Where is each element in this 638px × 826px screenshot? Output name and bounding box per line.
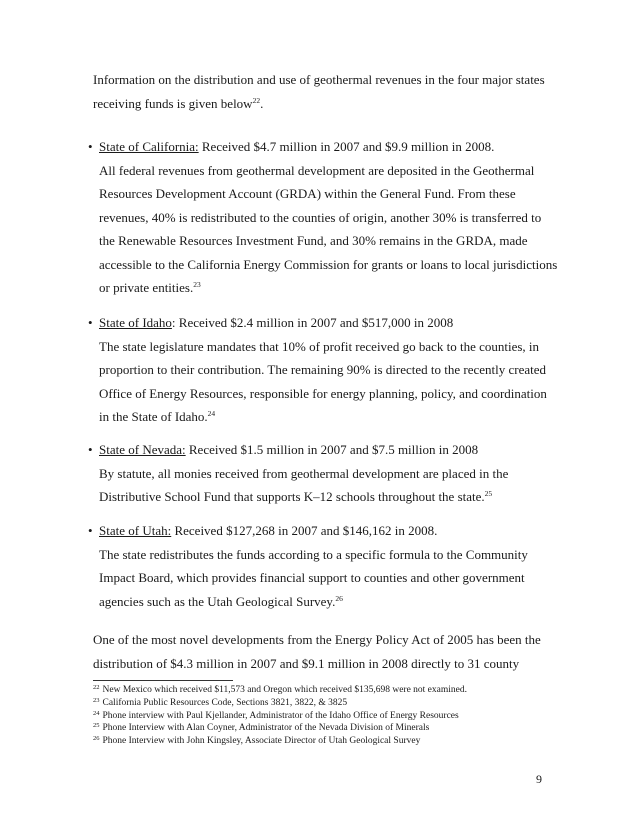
intro-period: . [260,95,264,111]
footnote-number: 22 [93,684,100,691]
footnote-text: New Mexico which received $11,573 and Oregon which received $135,698 were not examined. [102,685,467,695]
footnote-number: 26 [93,735,100,743]
bullet-dot: • [88,315,93,330]
footnote-text: Phone Interview with John Kingsley, Associate Director of Utah Geological Survey [102,736,421,747]
bullet-dot: • [88,523,93,538]
footnote [93,722,573,735]
bullet-california [88,135,559,300]
closing-paragraph: One of the most novel developments from the Energy Policy Act of 2005 has been the distribution of $4.3 million in 2007 and $9.1 million in 2008 directly to 31 county [93,632,541,671]
footnote-number: 23 [93,696,100,704]
bullet-body: All federal revenues from geothermal development are deposited in the Geothermal Resources Development Account (GRDA) within the General Fund. From these revenues, 40% is redistributed to the counties of origin, another 30% is transferred to the Renewable Resources Investment Fund, and 30% remains in the GRDA, made accessible to the California Energy Commission for grants or loans to local jurisdictions or private entities. [99,162,558,295]
footnote-number: 25 [93,722,100,730]
footnote [93,710,573,723]
footnote-number: 24 [93,709,100,717]
bullet-headline [88,438,559,462]
intro-text: Information on the distribution and use of geothermal revenues in the four major states receiving funds is given below [93,72,545,111]
state-name-idaho: State of Idaho [99,315,172,330]
footnote [93,735,573,748]
footnote-ref-25: 25 [484,489,493,498]
footnote-separator [93,680,233,681]
state-name-california: State of California: [99,139,199,154]
bullet-headline [88,135,559,159]
state-name-nevada: State of Nevada: [99,442,186,457]
footnote-ref-23: 23 [193,280,201,289]
bullet-headline [88,519,559,543]
footnote-ref-24: 24 [207,409,216,418]
revenue-summary: Received $4.7 million in 2007 and $9.9 million in 2008. [198,139,495,154]
bullet-idaho [88,311,559,429]
intro-paragraph [93,68,563,115]
footnote-ref-26: 26 [335,593,343,603]
revenue-summary: : Received $2.4 million in 2007 and $517,000 in 2008 [171,315,454,330]
bullet-headline [88,311,559,335]
bullet-utah [88,519,559,613]
footnote-ref-22: 22 [252,95,261,105]
bullet-body: The state legislature mandates that 10% of profit received go back to the counties, in proportion to their contribution. The remaining 90% is directed to the recently created Office of Energy Resources, responsible for energy planning, policy, and coordination in the State of Idaho. [99,338,547,424]
footnote-text: Phone interview with Paul Kjellander, Administrator of the Idaho Office of Energy Resources [102,710,459,721]
page-number: 9 [536,772,542,786]
bullet-body: The state redistributes the funds according to a specific formula to the Community Impact Board, which provides financial support to counties and other government agencies such as the Utah Geological Survey. [99,546,528,609]
footnotes [93,684,573,748]
state-name-utah: State of Utah: [99,523,172,538]
revenue-summary: Received $127,268 in 2007 and $146,162 in 2008. [171,523,438,538]
bullet-dot: • [88,139,93,154]
bullet-dot: • [88,442,93,457]
bullet-nevada [88,438,559,509]
footnote-text: Phone Interview with Alan Coyner, Administrator of the Nevada Division of Minerals [102,723,430,734]
revenue-summary: Received $1.5 million in 2007 and $7.5 million in 2008 [185,442,479,457]
footnote-text: California Public Resources Code, Sections 3821, 3822, & 3825 [102,697,348,708]
bullet-body: By statute, all monies received from geothermal development are placed in the Distributive School Fund that supports K–12 schools throughout the state. [99,465,509,504]
footnote [93,697,573,710]
footnote [93,684,573,697]
